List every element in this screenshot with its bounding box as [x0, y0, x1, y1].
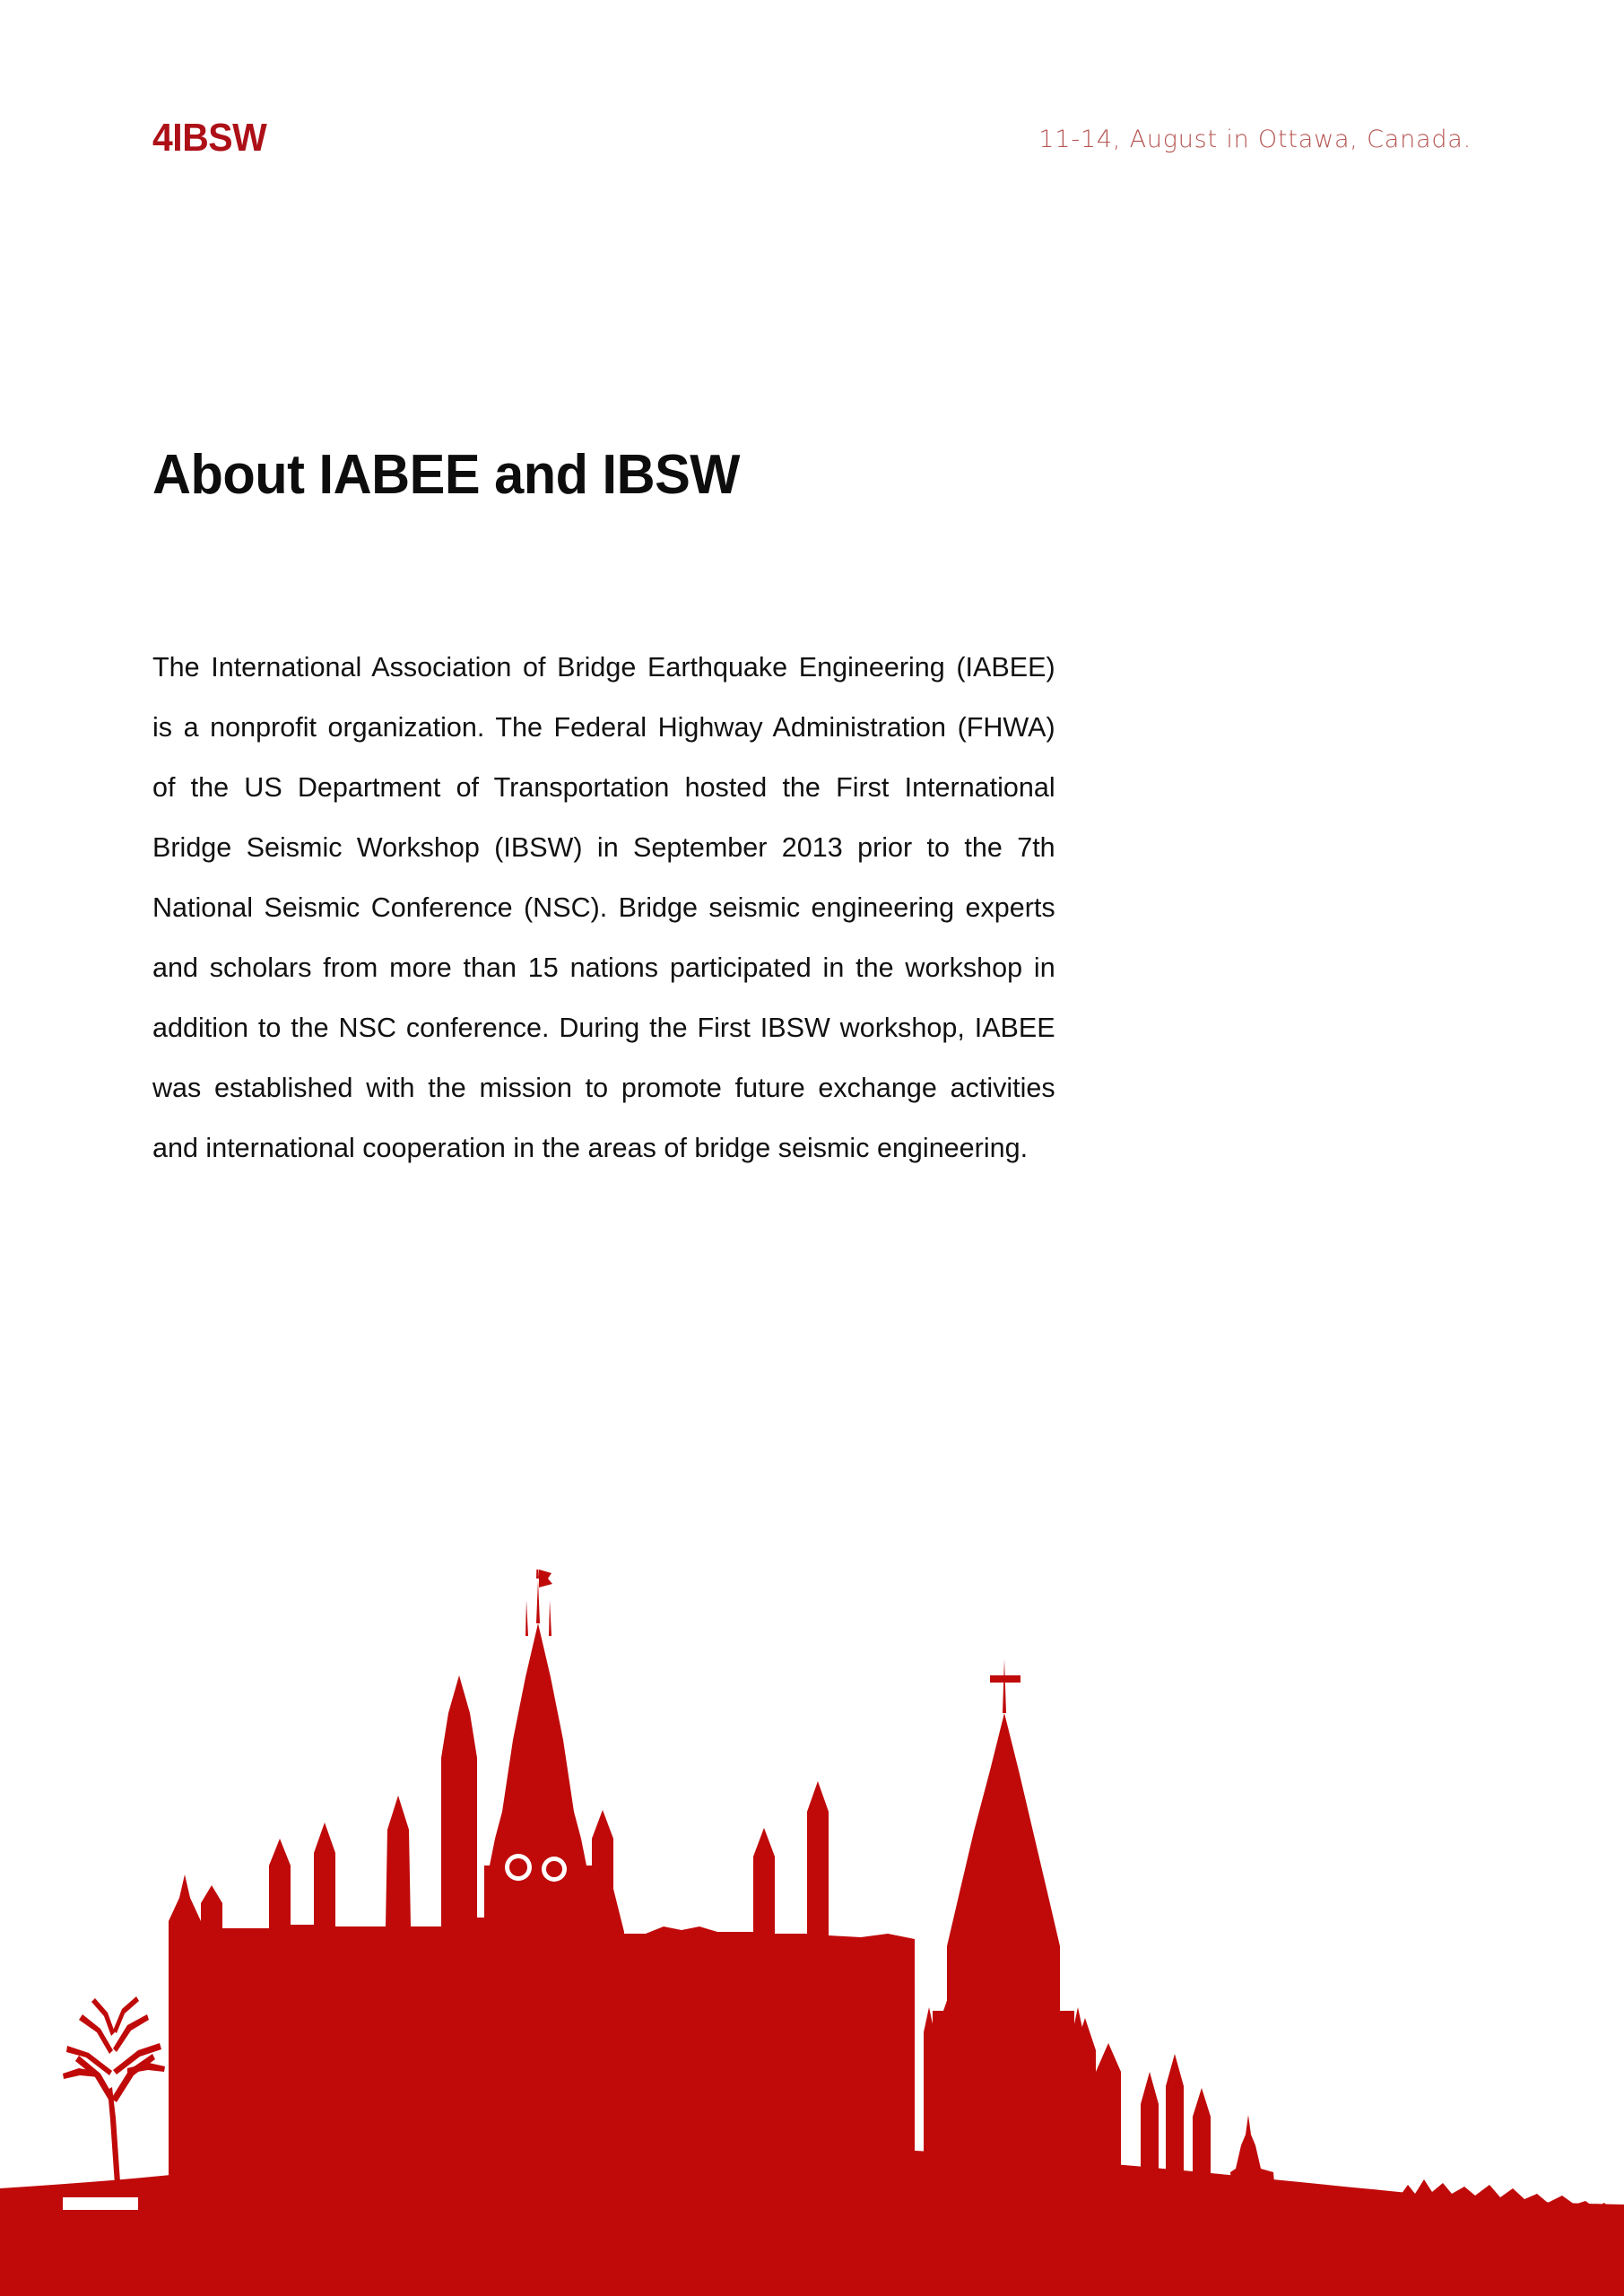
lamp-post-shape [284, 2151, 792, 2201]
canadian-flag-shape [536, 1570, 552, 1587]
west-wing-shape [169, 1991, 269, 2192]
peace-tower-mast-shape [525, 1580, 551, 1636]
clock-face-left-shape [505, 1854, 532, 1881]
right-treeline-shape [1390, 2179, 1611, 2230]
east-wing-spires-shape [1141, 2054, 1211, 2197]
event-date-location: 11-14, August in Ottawa, Canada. [1038, 126, 1472, 153]
library-mast-shape [990, 1659, 1020, 1713]
parliament-hill-silhouette-image [0, 1570, 1624, 2296]
centre-block-roof-shape [447, 1944, 915, 2036]
monument-column-shape [1071, 2131, 1080, 2197]
tower-turret-left-shape [452, 1887, 473, 2192]
terrace-wall-shape [161, 2183, 915, 2212]
library-drum-shape [933, 2011, 1074, 2192]
peace-tower-body-shape [491, 1909, 585, 2192]
bus-shape [52, 2208, 142, 2215]
library-gables-shape [943, 1971, 1055, 2011]
right-pavilion-shape [1230, 2115, 1275, 2194]
monument-base-shape [1046, 2192, 1103, 2206]
body-text-block [152, 637, 1055, 1178]
east-wing-shape [1074, 2018, 1121, 2192]
peace-tower-base-shape [473, 1991, 603, 2192]
bus-outline-shape [57, 2192, 143, 2215]
peace-tower-shape [484, 1623, 592, 2192]
tower-turret-right-shape [603, 1889, 624, 2192]
library-pinnacles-shape [924, 2007, 1083, 2192]
library-spire-shape [947, 1713, 1060, 2192]
page-title: About IABEE and IBSW [152, 443, 741, 506]
clock-face-right-shape [542, 1857, 567, 1882]
roof-dormers-shape [502, 1946, 863, 2000]
hillside-shape [0, 2145, 1624, 2296]
conference-logo: 4IBSW [152, 116, 267, 160]
right-pavilion-base-shape [1214, 2188, 1300, 2201]
tower-balcony-shape [475, 1918, 603, 1928]
bus-body-shape [61, 2196, 138, 2210]
bare-tree-shape [63, 1996, 165, 2185]
page-header [152, 118, 1472, 172]
centre-block-mass-shape [169, 1675, 915, 2192]
about-paragraph: The International Association of Bridge Earthquake Engineering (IABEE) is a nonprofit organization. The Federal Highway Administration (FHWA) of the US Department of Transportation hosted the First International Bridge Seismic Workshop (IBSW) in September 2013 prior to the 7th National Seismic Conference (NSC). Bridge seismic engineering experts and scholars from more than 15 nations participated in the workshop in addition to the NSC conference. During the First IBSW workshop, IABEE was established with the mission to promote future exchange activities and international cooperation in the areas of bridge seismic engineering. [152, 651, 1055, 1163]
